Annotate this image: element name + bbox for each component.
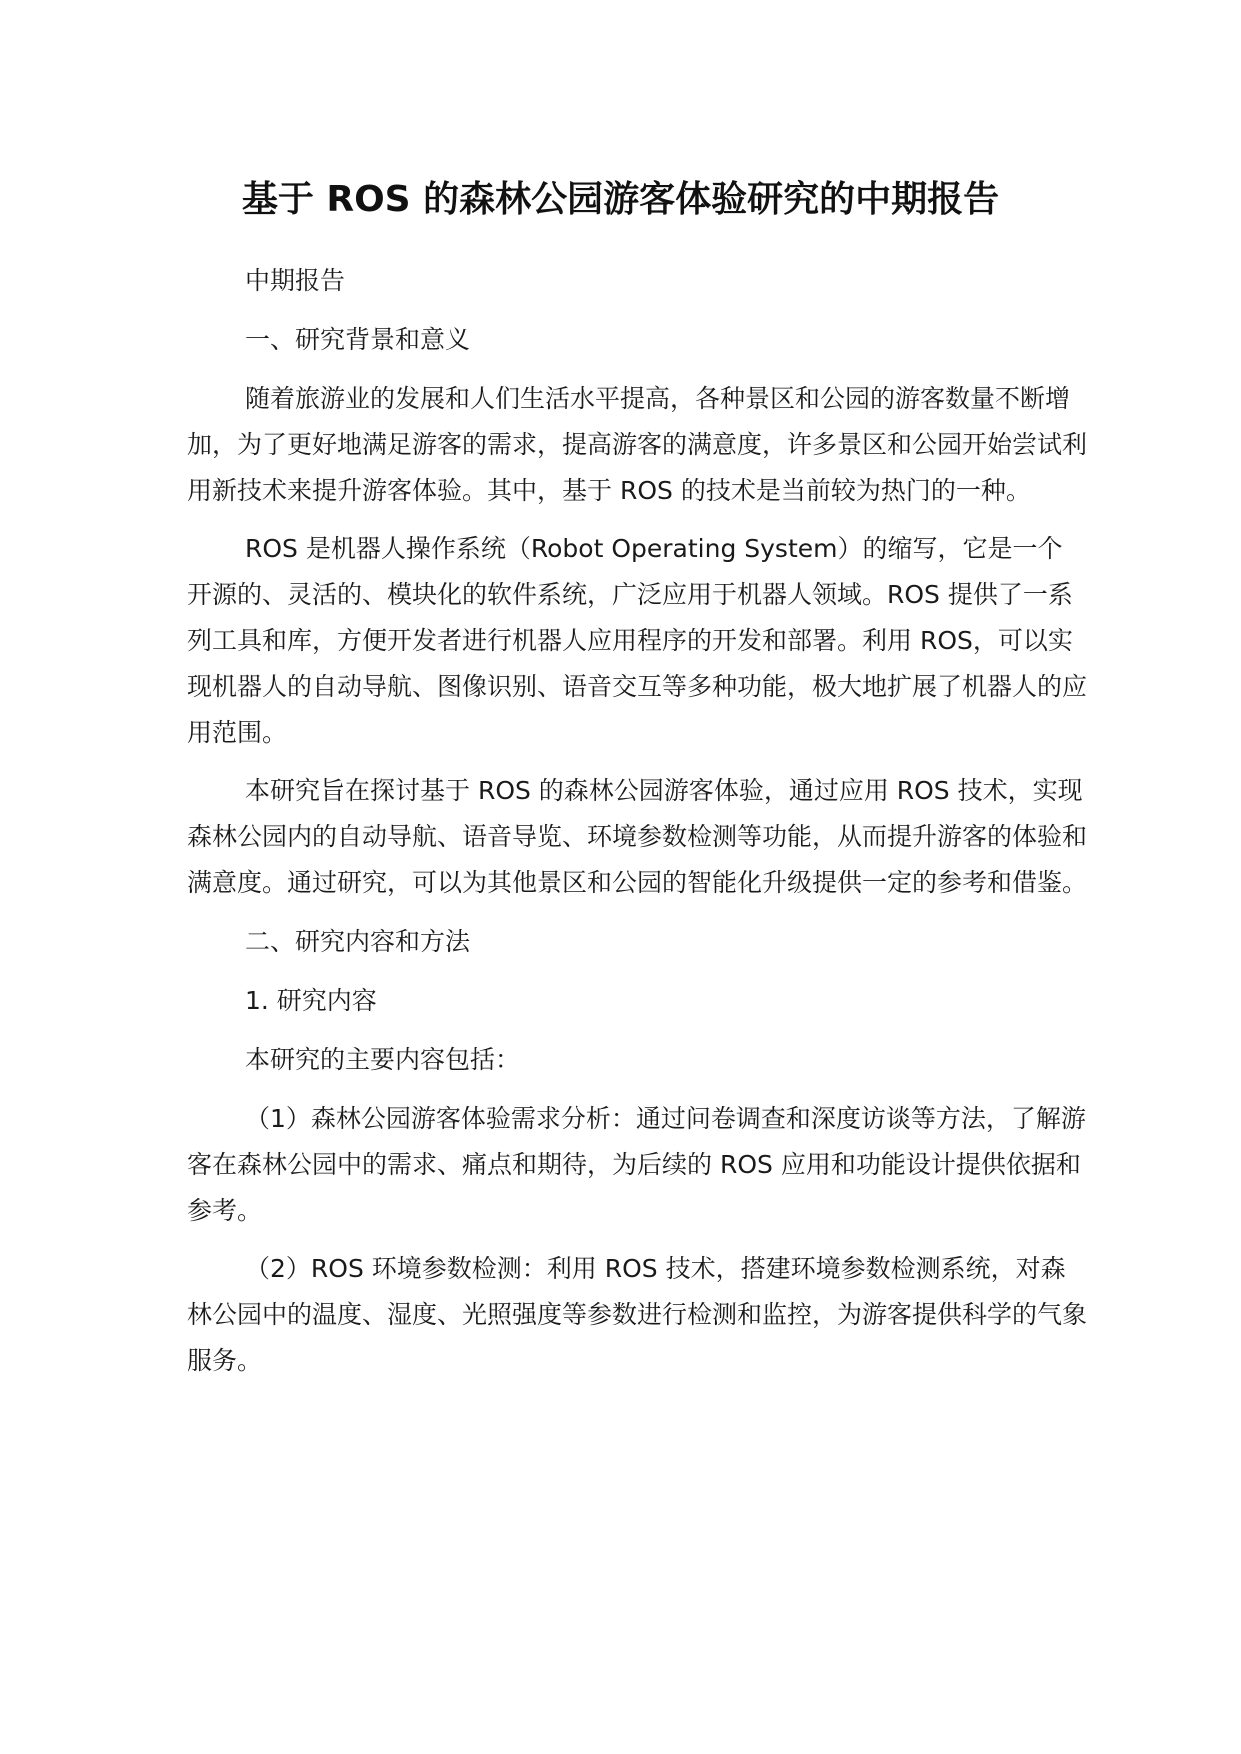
document-body	[187, 258, 1087, 1384]
list-item-1: （1）森林公园游客体验需求分析：通过问卷调查和深度访谈等方法，了解游客在森林公园中的需求、痛点和期待，为后续的 ROS 应用和功能设计提供依据和参考。	[187, 1104, 1086, 1225]
paragraph-content-intro: 本研究的主要内容包括：	[245, 1045, 521, 1074]
paragraph-background: 随着旅游业的发展和人们生活水平提高，各种景区和公园的游客数量不断增加，为了更好地满足游客的需求，提高游客的满意度，许多景区和公园开始尝试利用新技术来提升游客体验。其中，基于 ROS 的技术是当前较为热门的一种。	[187, 384, 1088, 505]
document-title: 基于 ROS 的森林公园游客体验研究的中期报告	[241, 179, 1000, 220]
list-item-2: （2）ROS 环境参数检测：利用 ROS 技术，搭建环境参数检测系统，对森林公园中的温度、湿度、光照强度等参数进行检测和监控，为游客提供科学的气象服务。	[187, 1254, 1088, 1375]
section-label: 中期报告	[245, 266, 346, 295]
paragraph-research-aim: 本研究旨在探讨基于 ROS 的森林公园游客体验，通过应用 ROS 技术，实现森林公园内的自动导航、语音导览、环境参数检测等功能，从而提升游客的体验和满意度。通过研究，可以为其他景区和公园的智能化升级提供一定的参考和借鉴。	[187, 776, 1088, 897]
section-heading-2: 二、研究内容和方法	[245, 927, 471, 956]
subsection-heading-1: 1. 研究内容	[245, 986, 377, 1015]
section-heading-1: 一、研究背景和意义	[245, 325, 471, 354]
paragraph-ros-intro: ROS 是机器人操作系统（Robot Operating System）的缩写，它是一个开源的、灵活的、模块化的软件系统，广泛应用于机器人领域。ROS 提供了一系列工具和库，方便开发者进行机器人应用程序的开发和部署。利用 ROS，可以实现机器人的自动导航、图像识别、语音交互等多种功能，极大地扩展了机器人的应用范围。	[187, 534, 1088, 747]
